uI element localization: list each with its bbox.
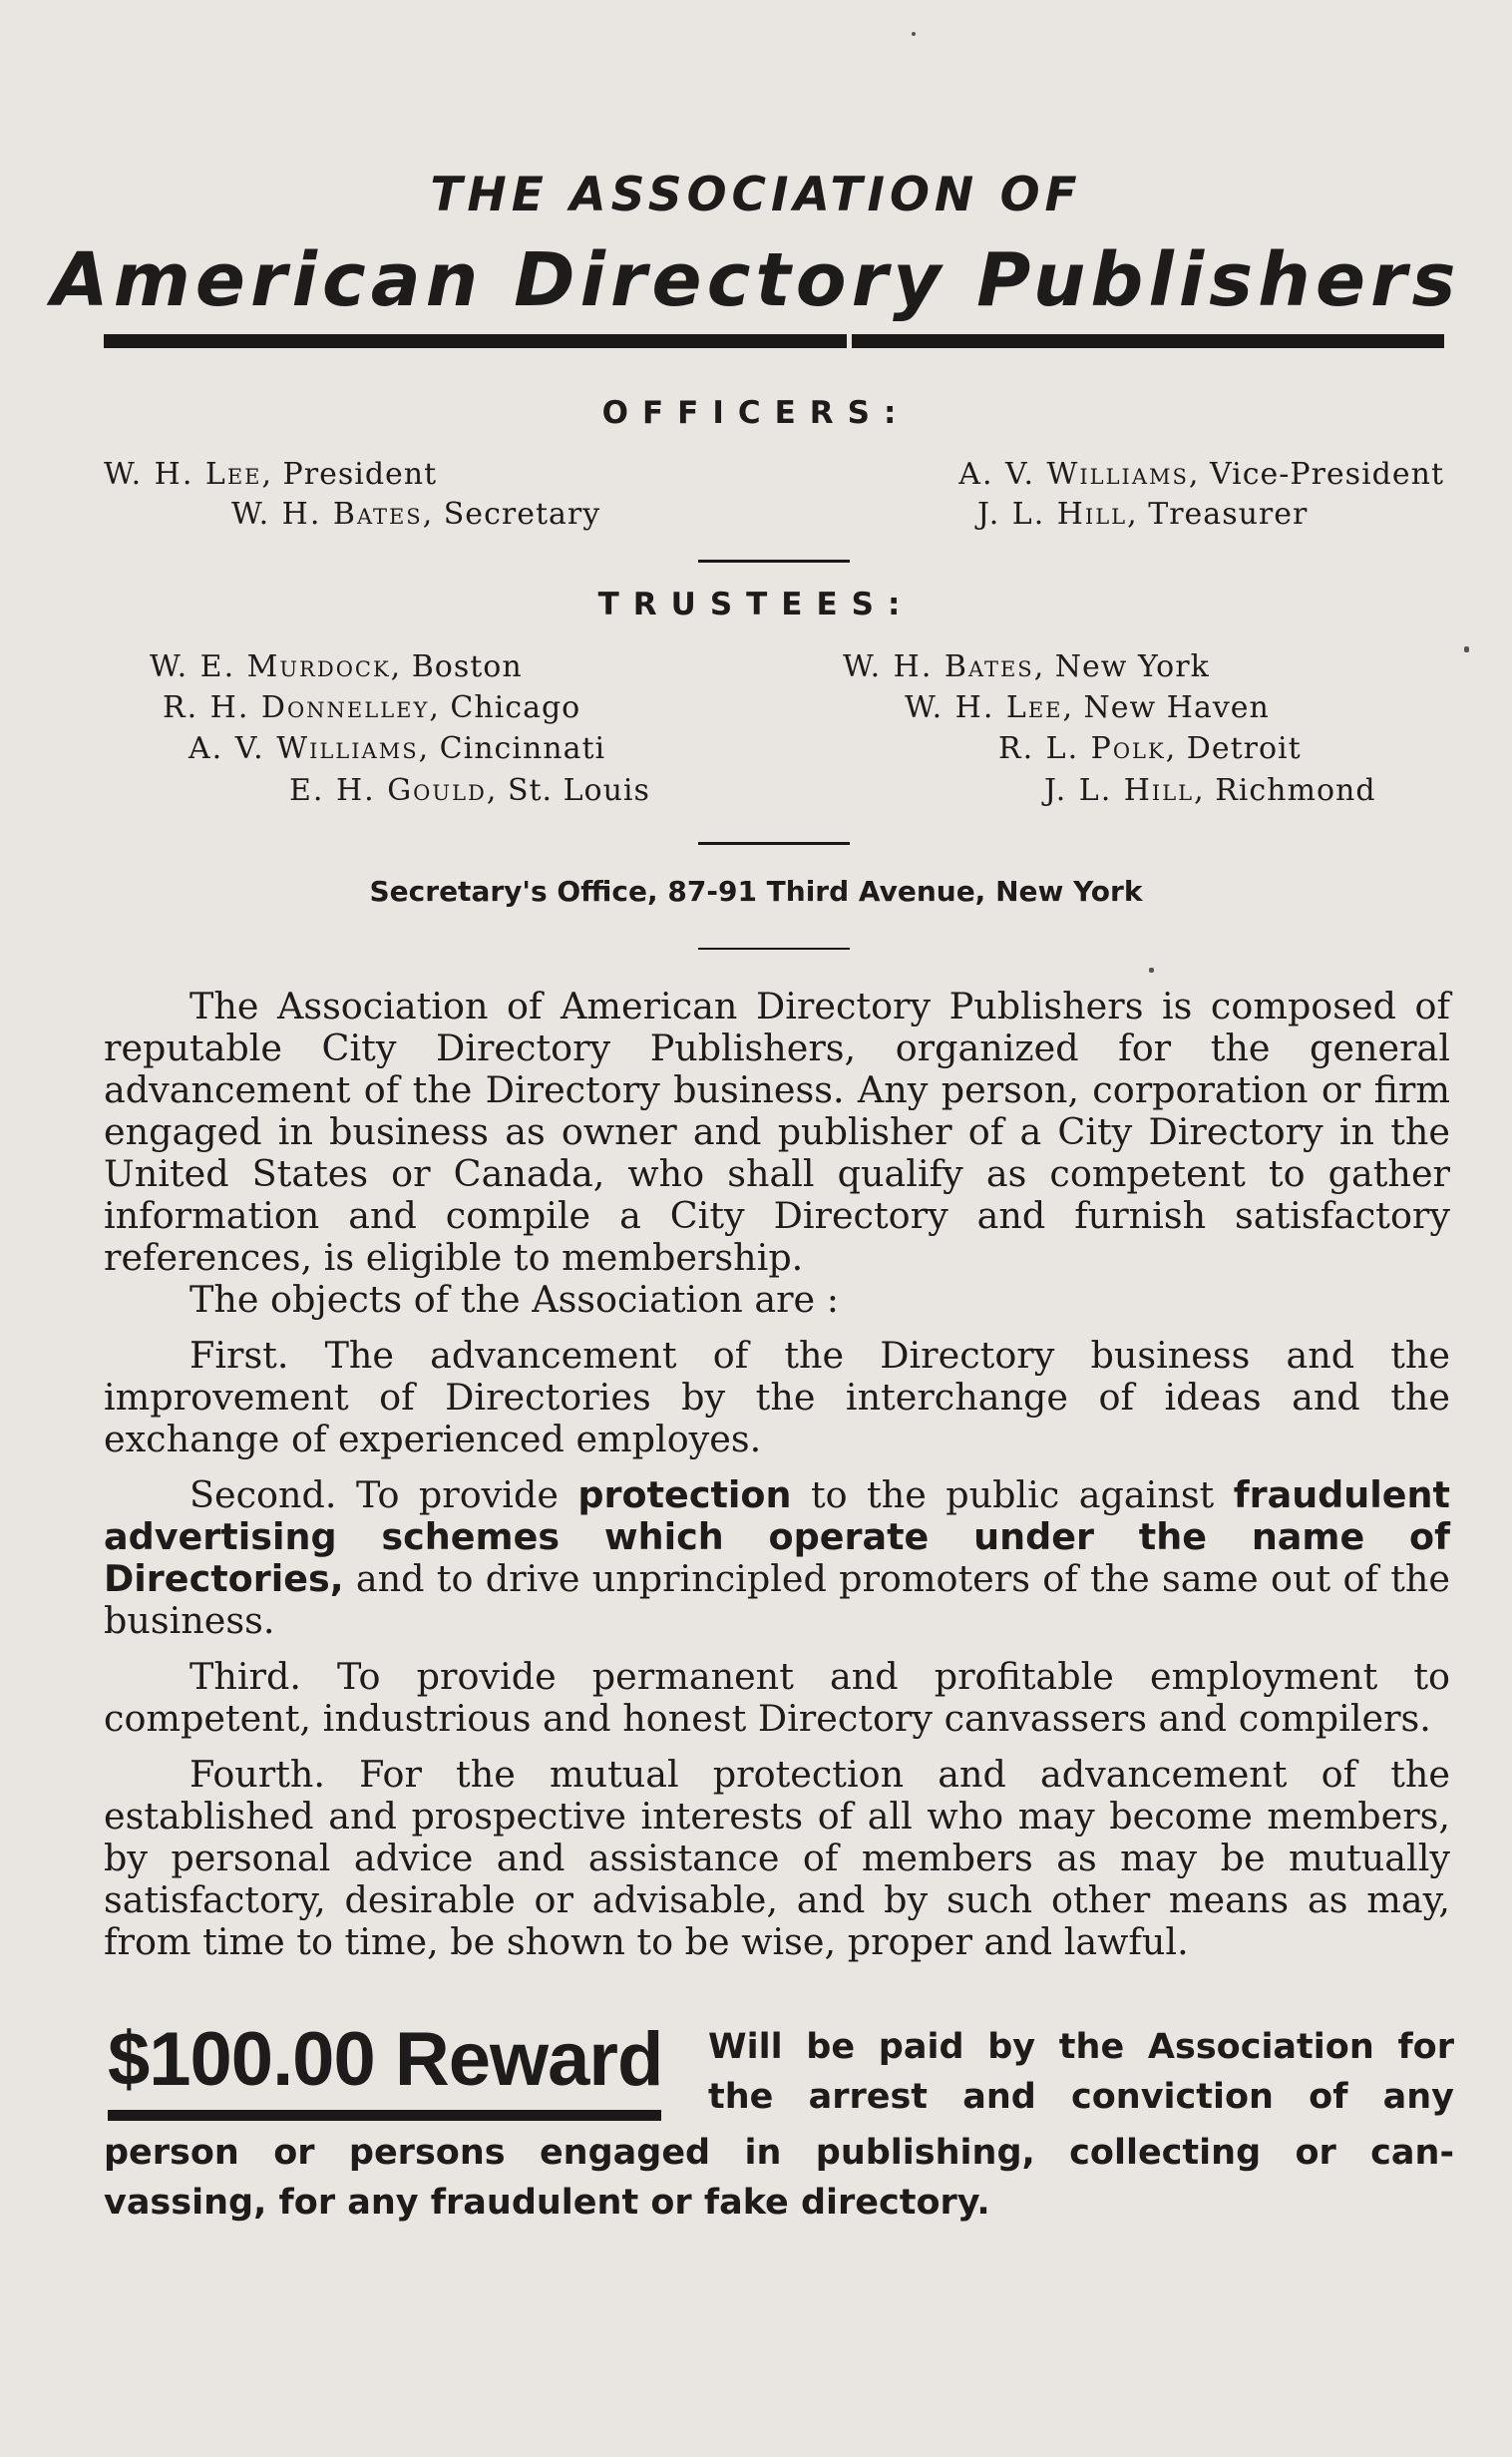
reward-text-bottom bbox=[104, 2128, 1454, 2228]
ink-speck bbox=[1149, 968, 1154, 973]
trustee-city: , St. Louis bbox=[486, 773, 650, 808]
officer-name: W. H. Bates bbox=[231, 497, 423, 532]
secretary-office-address: Secretary's Office, 87-91 Third Avenue, New York bbox=[369, 875, 1143, 908]
divider bbox=[698, 842, 850, 845]
trustee-entry bbox=[289, 773, 650, 808]
officer-name: J. L. Hill bbox=[977, 497, 1128, 532]
reward-line: Will be paid by the Association for bbox=[708, 2027, 1454, 2067]
trustee-entry bbox=[189, 731, 605, 766]
reward-text-top bbox=[708, 2022, 1454, 2122]
header-rule bbox=[104, 334, 1444, 348]
officer-role: , Vice-President bbox=[1188, 457, 1444, 492]
officer-entry bbox=[977, 497, 1308, 532]
trustee-entry bbox=[150, 649, 523, 684]
paragraph-first: First. The advancement of the Directory business and the improvement of Directories by the interchange of ideas and the exchange of experienced employes. bbox=[104, 1334, 1450, 1460]
trustee-city: , New York bbox=[1033, 649, 1210, 684]
trustee-name: W. H. Lee bbox=[905, 690, 1063, 725]
trustee-city: , Detroit bbox=[1165, 731, 1302, 766]
trustee-entry bbox=[998, 731, 1302, 766]
trustee-entry bbox=[1044, 773, 1376, 808]
paragraph-intro: The Association of American Directory Publishers is composed of reputable City Directory Publishers, organized for the general advancement of the Directory business. Any person, corporation or firm engaged in business as owner and publisher of a City Directory in the United States or Canada, who shall qualify as competent to gather information and compile a City Directory and furnish satisfactory references, is eligible to membership. bbox=[104, 985, 1450, 1279]
divider bbox=[698, 948, 850, 950]
reward-line: vassing, for any fraudulent or fake directory. bbox=[104, 2183, 990, 2223]
reward-line: person or persons engaged in publishing, collecting or can- bbox=[104, 2133, 1454, 2173]
officers-title: OFFICERS: bbox=[601, 395, 911, 431]
header-subtitle: THE ASSOCIATION OF bbox=[430, 168, 1082, 222]
trustee-name: W. E. Murdock bbox=[150, 649, 391, 684]
trustee-entry bbox=[905, 690, 1270, 725]
officer-name: W. H. Lee bbox=[104, 457, 262, 492]
officer-role: , Secretary bbox=[422, 497, 601, 532]
trustee-city: , Cincinnati bbox=[418, 731, 606, 766]
officer-role: , President bbox=[261, 457, 438, 492]
ink-speck bbox=[912, 32, 916, 36]
officer-role: , Treasurer bbox=[1127, 497, 1309, 532]
trustee-name: R. L. Polk bbox=[998, 731, 1166, 766]
officer-entry bbox=[958, 457, 1444, 492]
reward-line: the arrest and conviction of any bbox=[708, 2077, 1454, 2117]
paragraph-objects: The objects of the Association are : bbox=[189, 1278, 840, 1321]
trustee-entry bbox=[163, 690, 580, 725]
officer-entry bbox=[104, 457, 437, 492]
officer-name: A. V. Williams bbox=[958, 457, 1189, 492]
paragraph-fourth: Fourth. For the mutual protection and advancement of the established and prospective interests of all who may become members, by personal advice and assistance of members as may be mutually satisfactory, desirable or advisable, and by such other means as may, from time to time, be shown to be wise, proper and lawful. bbox=[104, 1753, 1450, 1963]
paragraph-third: Third. To provide permanent and profitable employment to competent, industrious and honest Directory canvassers and compilers. bbox=[104, 1655, 1450, 1740]
trustees-title: TRUSTEES: bbox=[597, 587, 915, 622]
body-text bbox=[104, 986, 1450, 1963]
trustee-name: E. H. Gould bbox=[289, 773, 487, 808]
header-title: American Directory Publishers bbox=[51, 237, 1461, 323]
trustee-city: , New Haven bbox=[1062, 690, 1270, 725]
trustee-name: J. L. Hill bbox=[1044, 773, 1195, 808]
trustee-name: W. H. Bates bbox=[843, 649, 1034, 684]
reward-rule bbox=[108, 2110, 661, 2121]
ink-speck bbox=[1464, 646, 1469, 652]
trustee-name: R. H. Donnelley bbox=[163, 690, 430, 725]
paragraph-second: Second. To provide protection to the public against fraudulent advertising schemes which operate under the name of Directories, and to drive unprincipled promoters of the same out of the business. bbox=[104, 1473, 1450, 1642]
trustee-city: , Chicago bbox=[429, 690, 581, 725]
officer-entry bbox=[231, 497, 600, 532]
trustee-city: , Boston bbox=[390, 649, 523, 684]
trustee-city: , Richmond bbox=[1194, 773, 1376, 808]
divider bbox=[698, 560, 850, 563]
trustee-entry bbox=[843, 649, 1210, 684]
trustee-name: A. V. Williams bbox=[189, 731, 419, 766]
reward-amount: $100.00 Reward bbox=[108, 2017, 663, 2102]
